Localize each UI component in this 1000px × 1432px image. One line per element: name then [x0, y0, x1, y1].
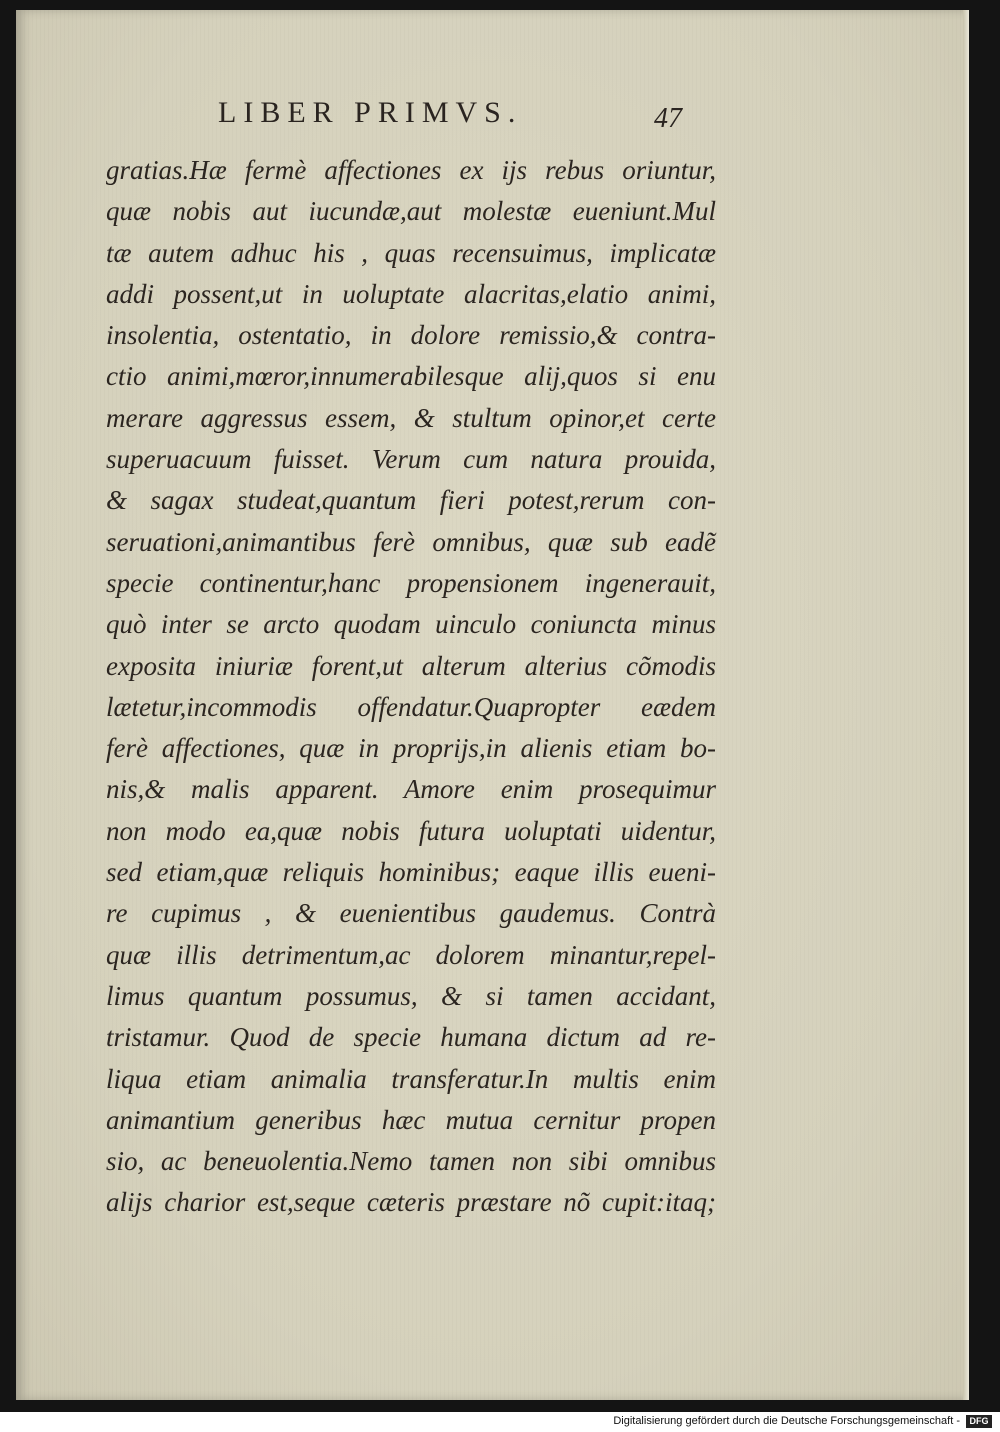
- text-line: superuacuum fuisset. Verum cum natura prouida,: [106, 444, 716, 475]
- text-line: merare aggressus essem, & stultum opinor,et certe: [106, 402, 716, 433]
- running-title: LIBER PRIMVS.: [218, 96, 523, 129]
- text-line: quæ illis detrimentum,ac dolorem minantur,repel-: [106, 939, 716, 970]
- text-line: & sagax studeat,quantum fieri potest,rerum con-: [106, 485, 716, 516]
- dfg-logo: DFG: [966, 1415, 992, 1428]
- text-line: non modo ea,quæ nobis futura uoluptati uidentur,: [106, 815, 716, 846]
- text-line: ctio animi,mœror,innumerabilesque alij,quos si enu: [106, 361, 716, 392]
- text-line: animantium generibus hæc mutua cernitur propen: [106, 1104, 716, 1135]
- text-line: addi possent,ut in uoluptate alacritas,elatio animi,: [106, 278, 716, 309]
- text-line: ferè affectiones, quæ in proprijs,in alienis etiam bo-: [106, 733, 716, 764]
- text-block: [106, 150, 716, 1224]
- text-line: limus quantum possumus, & si tamen accidant,: [106, 980, 716, 1011]
- text-line: nis,& malis apparent. Amore enim prosequimur: [106, 774, 716, 805]
- text-line: specie continentur,hanc propensionem ingenerauit,: [106, 567, 716, 598]
- text-line: insolentia, ostentatio, in dolore remissio,& contra-: [106, 320, 716, 351]
- text-line: exposita iniuriæ forent,ut alterum alterius cõmodis: [106, 650, 716, 681]
- text-line: gratias.Hæ fermè affectiones ex ijs rebus oriuntur,: [106, 155, 716, 185]
- text-line: quò inter se arcto quodam uinculo coniuncta minus: [106, 609, 716, 640]
- page-number: 47: [654, 103, 682, 134]
- page-edge: [963, 10, 969, 1400]
- text-line: sio, ac beneuolentia.Nemo tamen non sibi omnibus: [106, 1146, 716, 1177]
- text-line: quæ nobis aut iucundæ,aut molestæ eueniunt.Mul: [106, 196, 716, 227]
- text-line: seruationi,animantibus ferè omnibus, quæ sub eadẽ: [106, 526, 716, 557]
- text-line: lætetur,incommodis offendatur.Quapropter eædem: [106, 691, 716, 722]
- text-line: sed etiam,quæ reliquis hominibus; eaque illis eueni-: [106, 857, 716, 888]
- text-line: tristamur. Quod de specie humana dictum ad re-: [106, 1022, 716, 1053]
- text-line: re cupimus , & euenientibus gaudemus. Contrà: [106, 898, 716, 929]
- funding-credit: Digitalisierung gefördert durch die Deutsche Forschungsgemeinschaft -: [613, 1415, 960, 1427]
- text-line: alijs charior est,seque cæteris præstare nõ cupit:itaq;: [106, 1187, 716, 1218]
- text-line: liqua etiam animalia transferatur.In multis enim: [106, 1063, 716, 1094]
- text-line: tæ autem adhuc his , quas recensuimus, implicatæ: [106, 237, 716, 268]
